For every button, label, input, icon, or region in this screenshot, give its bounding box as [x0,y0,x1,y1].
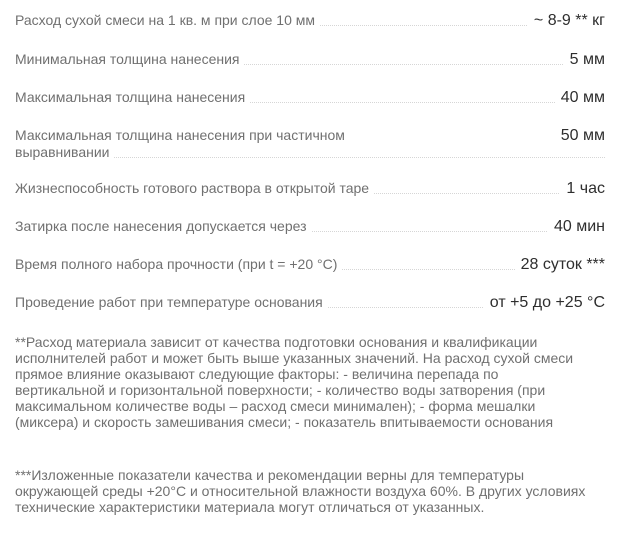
spec-row-full-strength [15,256,605,273]
spec-label: Затирка после нанесения допускается через [15,218,311,234]
spec-row-pot-life [15,180,605,197]
spec-label: Проведение работ при температуре основания [15,294,327,310]
spec-value: от +5 до +25 °C [484,294,605,311]
footnote-conditions: ***Изложенные показатели качества и рекомендации верны для температуры окружающей среды +20°C и относительной влажности воздуха 60%. В других условиях технические характеристики материала могут отличаться от указанных. [15,467,586,515]
spec-row-min-thickness [15,51,605,68]
spec-value: ~ 8-9 ** кг [528,12,605,29]
spec-value: 40 мин [548,218,605,235]
spec-label: Время полного набора прочности (при t = +20 °C) [15,256,341,272]
spec-label: Максимальная толщина нанесения при частичном выравнивании [15,127,345,160]
spec-value: 40 мм [555,89,605,106]
spec-label: Жизнеспособность готового раствора в открытой таре [15,180,373,196]
spec-row-max-thickness [15,89,605,106]
spec-row-troweling [15,218,605,235]
spec-value: 5 мм [564,51,605,68]
spec-label: Максимальная толщина нанесения [15,89,249,105]
spec-label: Минимальная толщина нанесения [15,51,244,67]
spec-value: 1 час [560,180,605,197]
spec-value: 28 суток *** [515,256,605,273]
spec-row-max-thickness-partial [15,127,605,161]
spec-value: 50 мм [555,127,605,144]
spec-row-work-temperature [15,294,605,311]
footnote-consumption: **Расход материала зависит от качества подготовки основания и квалификации исполнителей работ и может быть выше указанных значений. На расход сухой смеси прямое влияние оказывают следующие факторы: - величина перепада по вертикальной и горизонтальной поверхности; - количество воды затворения (при максимальном количестве воды – расход смеси минимален); - форма мешалки (миксера) и скорость замешивания смеси; - показатель впитываемости основания [15,334,574,430]
spec-row-consumption [15,12,605,29]
spec-label: Расход сухой смеси на 1 кв. м при слое 10 мм [15,12,319,28]
